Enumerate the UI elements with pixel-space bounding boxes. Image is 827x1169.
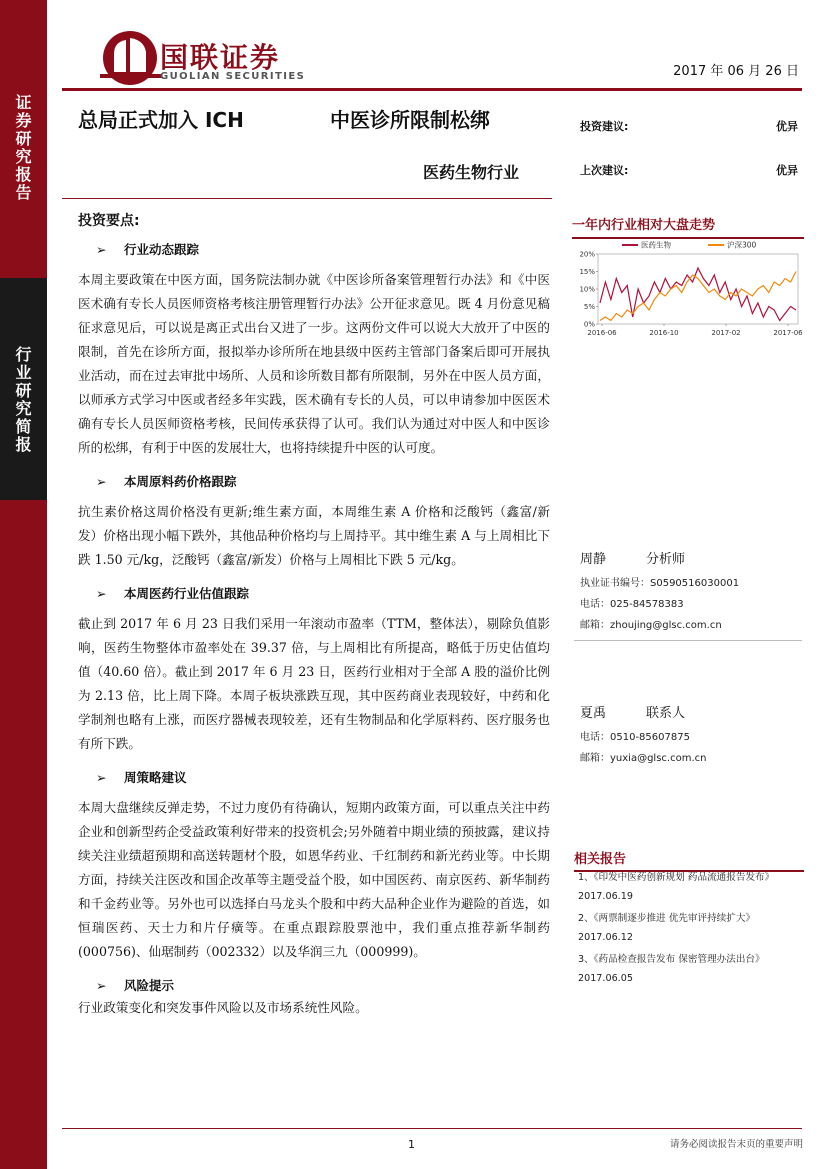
contact-email[interactable]: 邮箱：yuxia@glsc.com.cn xyxy=(580,753,707,764)
contact-name: 夏禹 xyxy=(580,706,607,721)
logo-text-en: GUOLIAN SECURITIES xyxy=(160,71,306,82)
side-label-brief xyxy=(0,346,47,454)
side-char: 报 xyxy=(15,435,32,454)
side-char: 研 xyxy=(15,129,32,148)
related-report-link[interactable]: 1、《印发中医药创新规划 药品流通报告发布》 xyxy=(578,872,775,883)
chart-title: 一年内行业相对大盘走势 xyxy=(572,214,804,239)
arrow-bullet-icon: ➢ xyxy=(96,586,107,601)
analyst-phone: 电话：025-84578383 xyxy=(580,599,684,610)
section-heading-text: 周策略建议 xyxy=(124,770,187,785)
main-content xyxy=(78,210,550,1032)
report-title-secondary: 中医诊所限制松绑 xyxy=(330,108,490,132)
report-title: 总局正式加入 ICH xyxy=(78,108,244,132)
y-tick-label: 20% xyxy=(579,250,595,259)
contact-card xyxy=(580,702,802,769)
side-char: 究 xyxy=(15,147,32,166)
analyst-name-row xyxy=(580,548,802,567)
analyst-license: 执业证书编号：S0590516030001 xyxy=(580,578,740,589)
related-report-link[interactable]: 2、《两票制逐步推进 优先审评持续扩大》 xyxy=(578,913,756,924)
section-heading-text: 风险提示 xyxy=(124,978,175,993)
related-report-date: 2017.06.05 xyxy=(578,973,633,984)
title-divider xyxy=(62,198,552,199)
section-heading xyxy=(96,472,550,490)
rating-previous-value: 优异 xyxy=(776,164,798,177)
footer-disclaimer: 请务必阅读报告末页的重要声明 xyxy=(669,1139,803,1150)
related-report-date: 2017.06.12 xyxy=(578,932,633,943)
section-paragraph: 行业政策变化和突发事件风险以及市场系统性风险。 xyxy=(78,1000,368,1015)
section-paragraph: 本周主要政策在中医方面，国务院法制办就《中医诊所备案管理暂行办法》和《中医医术确有专长人员医师资格考核注册管理暂行办法》公开征求意见。既 4 月份意见稿征求意见后，可以说是离正式出台又进了一步。这两份文件可以说大大放开了中医的限制，首先在诊所方面，报拟举办诊所所在地县级中医药主管部门备案后即可开展执业活动，而在过去审批中场所、人员和诊所数目都有所限制，另外在中医人员方面，以师承方式学习中医或者经多年实践，医术确有专长的人员，可以申请参加中医医术确有专长人员医师资格考核，民间传承获得了认可。我们认为通过对中医人和中医诊所的松绑，有利于中医的发展壮大，也将持续提升中医的认可度。 xyxy=(78,272,550,455)
side-char: 告 xyxy=(15,183,32,202)
related-reports-title: 相关报告 xyxy=(574,848,804,872)
analyst-divider xyxy=(574,640,802,641)
arrow-bullet-icon: ➢ xyxy=(96,474,107,489)
rating-current-label: 投资建议: xyxy=(580,120,629,133)
analyst-card xyxy=(580,548,802,636)
page-number: 1 xyxy=(408,1138,415,1151)
header-divider xyxy=(62,88,802,91)
y-tick-label: 0% xyxy=(583,320,595,329)
section-paragraph: 抗生素价格这周价格没有更新;维生素方面，本周维生素 A 价格和泛酸钙（鑫富/新发）价格出现小幅下跌外，其他品种价格均与上周持平。其中维生素 A 与上周相比下跌 1.50 元/kg，泛酸钙（鑫富/新发）价格与上周相比下跌 5 元/kg。 xyxy=(78,504,550,567)
side-char: 业 xyxy=(15,363,32,382)
y-tick-label: 15% xyxy=(579,268,595,276)
side-char: 简 xyxy=(15,417,32,436)
logo-text-cn: 国联证券 xyxy=(160,41,281,74)
related-reports-list xyxy=(578,868,804,991)
series-line-1 xyxy=(600,268,796,321)
rating-previous xyxy=(580,162,800,178)
section-paragraph: 本周大盘继续反弹走势，不过力度仍有待确认，短期内政策方面，可以重点关注中药企业和创新型药企受益政策利好带来的投资机会;另外随着中期业绩的预披露，建议持续关注业绩超预期和高送转题材个股，如恩华药业、千红制药和新光药业等。中长期方面，持续关注医改和国企改革等主题受益个股，如中国医药、南京医药、新华制药和千金药业等。另外也可以选择白马龙头个股和中药大品种企业作为避险的首选，如恒瑞医药、天士力和片仔癀等。在重点跟踪股票池中，我们重点推荐新华制药(000756)、仙琚制药（002332）以及华润三九（000999)。 xyxy=(78,800,550,959)
footer-divider xyxy=(62,1128,802,1129)
side-char: 研 xyxy=(15,381,32,400)
contact-phone: 电话：0510-85607875 xyxy=(580,732,690,743)
x-tick-label: 2016-06 xyxy=(587,329,617,337)
section-heading xyxy=(96,976,550,994)
x-tick-label: 2016-10 xyxy=(649,329,679,337)
rating-current xyxy=(580,118,800,134)
related-report-date: 2017.06.19 xyxy=(578,891,633,902)
y-tick-label: 5% xyxy=(583,303,595,311)
side-char: 行 xyxy=(15,345,32,364)
arrow-bullet-icon: ➢ xyxy=(96,770,107,785)
section-heading-text: 本周原料药价格跟踪 xyxy=(124,474,237,489)
analyst-email[interactable]: 邮箱：zhoujing@glsc.com.cn xyxy=(580,620,722,631)
trend-chart xyxy=(574,238,804,346)
section-paragraph: 截止到 2017 年 6 月 23 日我们采用一年滚动市盈率（TTM，整体法），剔除负值影响，医药生物整体市盈率处在 39.37 倍，与上周相比有所提高，略低于历史估值均值（40.60 倍）。截止到 2017 年 6 月 23 日，医药行业相对于全部 A 股的溢价比例为 2.13 倍，比上周下降。本周子板块涨跌互现，其中医药商业表现较好，中药和化学制剂也略有上涨，而医疗器械表现较差，还有生物制品和化学原料药、医疗服务也有所下跌。 xyxy=(78,616,550,751)
rating-previous-label: 上次建议: xyxy=(580,164,629,177)
section-heading-text: 本周医药行业估值跟踪 xyxy=(124,586,250,601)
side-char: 究 xyxy=(15,399,32,418)
section-heading xyxy=(96,240,550,258)
contact-name-row xyxy=(580,702,802,721)
side-char: 券 xyxy=(15,111,32,130)
legend-label-2: 沪深300 xyxy=(727,240,757,250)
related-report-link[interactable]: 3、《药品检查报告发布 保密管理办法出台》 xyxy=(578,954,765,965)
x-tick-label: 2017-06 xyxy=(773,329,803,337)
contact-role: 联系人 xyxy=(646,706,686,721)
section-heading xyxy=(96,768,550,786)
side-char: 报 xyxy=(15,165,32,184)
arrow-bullet-icon: ➢ xyxy=(96,242,107,257)
section-heading xyxy=(96,584,550,602)
y-tick-label: 10% xyxy=(579,285,595,294)
analyst-name: 周静 xyxy=(580,552,607,567)
side-char: 证 xyxy=(15,93,32,112)
key-points-heading: 投资要点: xyxy=(78,213,140,229)
analyst-role: 分析师 xyxy=(646,552,686,567)
x-tick-label: 2017-02 xyxy=(711,329,741,337)
industry-name: 医药生物行业 xyxy=(423,163,520,182)
rating-current-value: 优异 xyxy=(776,120,798,133)
side-label-report-type xyxy=(0,94,47,202)
report-date: 2017 年 06 月 26 日 xyxy=(673,64,799,79)
legend-label-1: 医药生物 xyxy=(641,240,671,250)
section-heading-text: 行业动态跟踪 xyxy=(124,242,200,257)
arrow-bullet-icon: ➢ xyxy=(96,978,107,993)
